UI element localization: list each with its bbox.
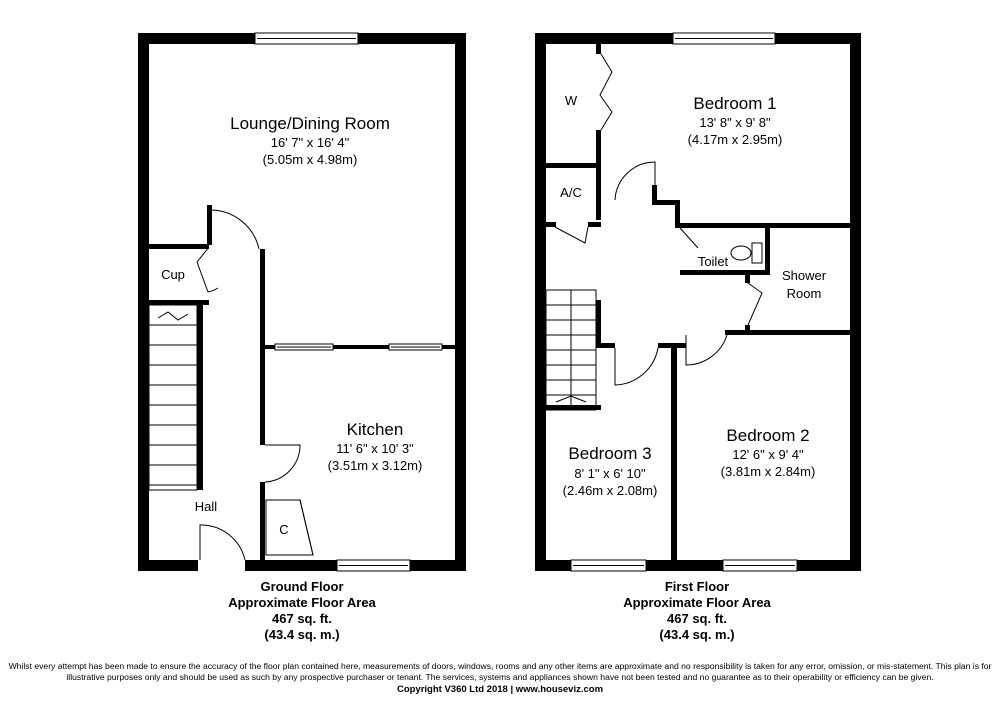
first-floor-stairs bbox=[546, 290, 601, 410]
cupboard-label: C bbox=[279, 522, 289, 537]
hall-label: Hall bbox=[194, 499, 218, 514]
lounge-dim-metric: (5.05m x 4.98m) bbox=[262, 152, 358, 167]
bedroom3-name: Bedroom 3 bbox=[568, 444, 652, 463]
ground-floor-area-ft: 467 sq. ft. bbox=[272, 611, 332, 626]
lounge-name: Lounge/Dining Room bbox=[230, 114, 390, 133]
bedroom2-dim-imperial: 12' 6" x 9' 4" bbox=[732, 447, 804, 462]
ground-floor-caption-subtitle: Approximate Floor Area bbox=[228, 595, 376, 610]
bedroom1-dim-imperial: 13' 8" x 9' 8" bbox=[699, 115, 771, 130]
wardrobe-label: W bbox=[564, 93, 578, 108]
airing-cupboard-label: A/C bbox=[560, 185, 582, 200]
bedroom2-name: Bedroom 2 bbox=[726, 426, 810, 445]
lounge-dim-imperial: 16' 7" x 16' 4" bbox=[270, 135, 350, 150]
copyright: Copyright V360 Ltd 2018 | www.houseviz.com bbox=[396, 684, 604, 695]
shower-room-label-2: Room bbox=[786, 286, 822, 301]
ground-floor-stairs bbox=[149, 305, 197, 490]
first-floor-area-ft: 467 sq. ft. bbox=[667, 611, 727, 626]
bedroom1-name: Bedroom 1 bbox=[693, 94, 777, 113]
kitchen-dim-metric: (3.51m x 3.12m) bbox=[327, 458, 423, 473]
shower-room-label-1: Shower bbox=[781, 268, 827, 283]
bedroom3-dim-imperial: 8' 1" x 6' 10" bbox=[574, 466, 646, 481]
ground-floor-area-m: (43.4 sq. m.) bbox=[264, 627, 340, 642]
ground-floor-caption-title: Ground Floor bbox=[260, 579, 344, 594]
toilet-label: Toilet bbox=[697, 254, 729, 269]
first-floor-area-m: (43.4 sq. m.) bbox=[659, 627, 735, 642]
bedroom2-dim-metric: (3.81m x 2.84m) bbox=[720, 464, 816, 479]
disclaimer-line-1: Whilst every attempt has been made to ensure the accuracy of the floor plan contained here, measurements of doors, windows, rooms and any other items are approximate and no responsibility is taken for any error, omission, or mis-statement. This plan is for bbox=[8, 661, 992, 671]
kitchen-name: Kitchen bbox=[346, 420, 404, 439]
first-floor-caption-subtitle: Approximate Floor Area bbox=[623, 595, 771, 610]
first-floor-caption-title: First Floor bbox=[664, 579, 730, 594]
cup-label: Cup bbox=[161, 267, 185, 282]
bedroom3-dim-metric: (2.46m x 2.08m) bbox=[562, 483, 658, 498]
disclaimer-line-2: illustrative purposes only and should be used as such by any prospective purchaser or tenant. The services, systems and appliances shown have not been tested and no guarantee as to their operability or efficiency can be given. bbox=[66, 672, 934, 682]
bedroom1-dim-metric: (4.17m x 2.95m) bbox=[687, 132, 783, 147]
kitchen-dim-imperial: 11' 6" x 10' 3" bbox=[336, 441, 414, 456]
